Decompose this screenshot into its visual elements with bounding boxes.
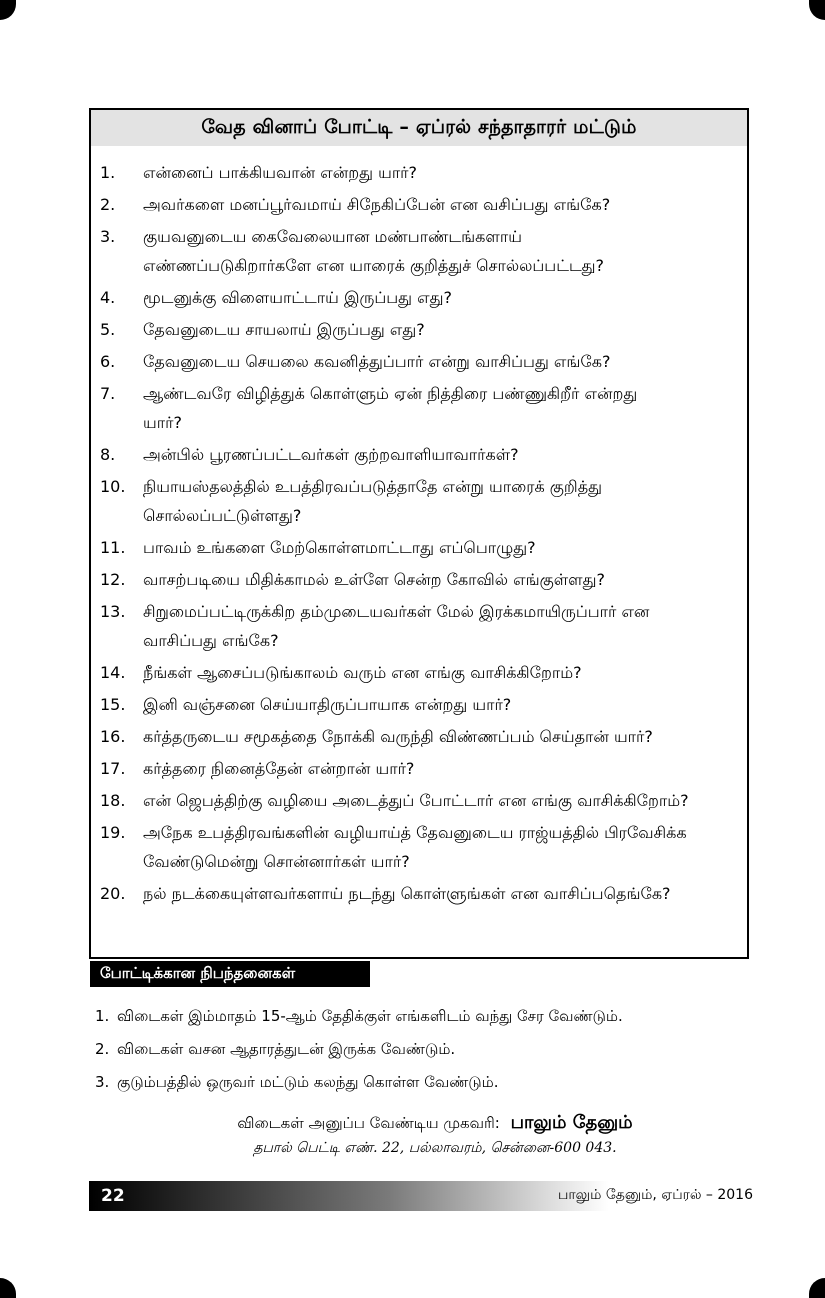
question-number: 13. (100, 602, 126, 621)
corner-mark-top-right (809, 0, 825, 20)
question-text (138, 690, 747, 719)
question-line: தேவனுடைய சாயலாய் இருப்பது எது? (143, 320, 425, 339)
question-item (91, 440, 747, 469)
question-text (138, 283, 747, 312)
question-number: 5. (100, 320, 116, 339)
question-text (138, 222, 747, 280)
question-text (138, 754, 747, 783)
address-block (150, 1110, 720, 1160)
question-number: 1. (100, 163, 116, 182)
question-number: 14. (100, 663, 126, 682)
question-text (138, 347, 747, 376)
question-list (91, 146, 747, 908)
question-item (91, 818, 747, 876)
question-item (91, 347, 747, 376)
question-number: 12. (100, 570, 126, 589)
quiz-title: வேத வினாப் போட்டி – ஏப்ரல் சந்தாதாரர் மட்டும் (91, 110, 747, 146)
question-item (91, 379, 747, 437)
question-line: கர்த்தருடைய சமூகத்தை நோக்கி வருந்தி விண்ணப்பம் செய்தான் யார்? (143, 727, 653, 746)
question-line: சிறுமைப்பட்டிருக்கிற தம்முடையவர்கள் மேல் இரக்கமாயிருப்பார் என (143, 602, 650, 621)
rule-item (95, 1070, 755, 1094)
question-text (138, 472, 747, 530)
question-item (91, 190, 747, 219)
page-footer (89, 1181, 755, 1211)
question-line: என் ஜெபத்திற்கு வழியை அடைத்துப் போட்டார் என எங்கு வாசிக்கிறோம்? (143, 791, 689, 810)
question-line: அவர்களை மனப்பூர்வமாய் சிநேகிப்பேன் என வசிப்பது எங்கே? (143, 195, 611, 214)
question-text (138, 315, 747, 344)
question-text (138, 533, 747, 562)
question-number: 8. (100, 445, 116, 464)
question-line: கர்த்தரை நினைத்தேன் என்றான் யார்? (143, 759, 415, 778)
question-number: 10. (100, 477, 126, 496)
question-line: என்னைப் பாக்கியவான் என்றது யார்? (143, 163, 418, 182)
question-text (138, 158, 747, 187)
question-line: எண்ணப்படுகிறார்களே என யாரைக் குறித்துச் சொல்லப்பட்டது? (143, 256, 605, 275)
question-number: 2. (100, 195, 116, 214)
rule-text: குடும்பத்தில் ஒருவர் மட்டும் கலந்து கொள்ள வேண்டும். (117, 1073, 499, 1091)
question-line: வேண்டுமென்று சொன்னார்கள் யார்? (143, 852, 410, 871)
question-text (138, 379, 747, 437)
question-line: சொல்லப்பட்டுள்ளது? (143, 506, 302, 525)
question-text (138, 440, 747, 469)
corner-mark-bottom-left (0, 1278, 16, 1298)
question-item (91, 597, 747, 655)
question-number: 4. (100, 288, 116, 307)
question-item (91, 879, 747, 908)
question-text (138, 565, 747, 594)
question-item (91, 722, 747, 751)
question-number: 6. (100, 352, 116, 371)
question-number: 19. (100, 823, 126, 842)
rules-list (95, 1004, 755, 1103)
question-line: ஆண்டவரே விழித்துக் கொள்ளும் ஏன் நித்திரை பண்ணுகிறீர் என்றது (143, 384, 638, 403)
question-line: குயவனுடைய கைவேலையான மண்பாண்டங்களாய் (143, 227, 522, 246)
question-line: நல் நடக்கையுள்ளவர்களாய் நடந்து கொள்ளுங்கள் என வாசிப்பதெங்கே? (143, 884, 671, 903)
rule-text: விடைகள் வசன ஆதாரத்துடன் இருக்க வேண்டும். (117, 1040, 456, 1058)
question-item (91, 786, 747, 815)
question-line: நீங்கள் ஆசைப்படுங்காலம் வரும் என எங்கு வாசிக்கிறோம்? (143, 663, 582, 682)
question-line: இனி வஞ்சனை செய்யாதிருப்பாயாக என்றது யார்? (143, 695, 512, 714)
address-line (150, 1110, 720, 1136)
question-number: 20. (100, 884, 126, 903)
question-line: பாவம் உங்களை மேற்கொள்ளமாட்டாது எப்பொழுது? (143, 538, 536, 557)
question-item (91, 222, 747, 280)
question-line: தேவனுடைய செயலை கவனித்துப்பார் என்று வாசிப்பது எங்கே? (143, 352, 611, 371)
question-text (138, 818, 747, 876)
question-item (91, 754, 747, 783)
rule-number: 1. (95, 1007, 110, 1025)
question-item (91, 315, 747, 344)
question-item (91, 533, 747, 562)
question-text (138, 190, 747, 219)
question-text (138, 658, 747, 687)
question-text (138, 722, 747, 751)
question-line: நியாயஸ்தலத்தில் உபத்திரவப்படுத்தாதே என்று யாரைக் குறித்து (143, 477, 602, 496)
question-text (138, 786, 747, 815)
question-item (91, 158, 747, 187)
question-number: 11. (100, 538, 126, 557)
address-label: விடைகள் அனுப்ப வேண்டிய முகவரி: (237, 1114, 500, 1132)
question-line: அன்பில் பூரணப்பட்டவர்கள் குற்றவாளியாவார்கள்? (143, 445, 519, 464)
magazine-name: பாலும் தேனும் (510, 1112, 633, 1133)
rule-text: விடைகள் இம்மாதம் 15-ஆம் தேதிக்குள் எங்களிடம் வந்து சேர வேண்டும். (117, 1007, 623, 1025)
question-item (91, 283, 747, 312)
question-number: 15. (100, 695, 126, 714)
page-number: 22 (101, 1186, 125, 1206)
question-text (138, 879, 747, 908)
question-line: யார்? (143, 413, 182, 432)
footer-issue: பாலும் தேனும், ஏப்ரல் – 2016 (557, 1187, 753, 1203)
question-line: வாசற்படியை மிதிக்காமல் உள்ளே சென்ற கோவில் எங்குள்ளது? (143, 570, 605, 589)
question-item (91, 565, 747, 594)
rules-header: போட்டிக்கான நிபந்தனைகள் (90, 961, 370, 987)
corner-mark-top-left (0, 0, 16, 20)
question-item (91, 658, 747, 687)
question-line: மூடனுக்கு விளையாட்டாய் இருப்பது எது? (143, 288, 452, 307)
rule-item (95, 1037, 755, 1061)
question-number: 3. (100, 227, 116, 246)
postal-address: தபால் பெட்டி எண். 22, பல்லாவரம், சென்னை-600 043. (253, 1140, 617, 1156)
question-text (138, 597, 747, 655)
question-item (91, 472, 747, 530)
question-number: 18. (100, 791, 126, 810)
question-number: 17. (100, 759, 126, 778)
rule-number: 2. (95, 1040, 110, 1058)
corner-mark-bottom-right (809, 1278, 825, 1298)
rule-number: 3. (95, 1073, 110, 1091)
rule-item (95, 1004, 755, 1028)
question-line: அநேக உபத்திரவங்களின் வழியாய்த் தேவனுடைய ராஜ்யத்தில் பிரவேசிக்க (143, 823, 687, 842)
question-item (91, 690, 747, 719)
question-number: 16. (100, 727, 126, 746)
question-number: 7. (100, 384, 116, 403)
question-line: வாசிப்பது எங்கே? (143, 631, 279, 650)
quiz-box (89, 108, 749, 959)
